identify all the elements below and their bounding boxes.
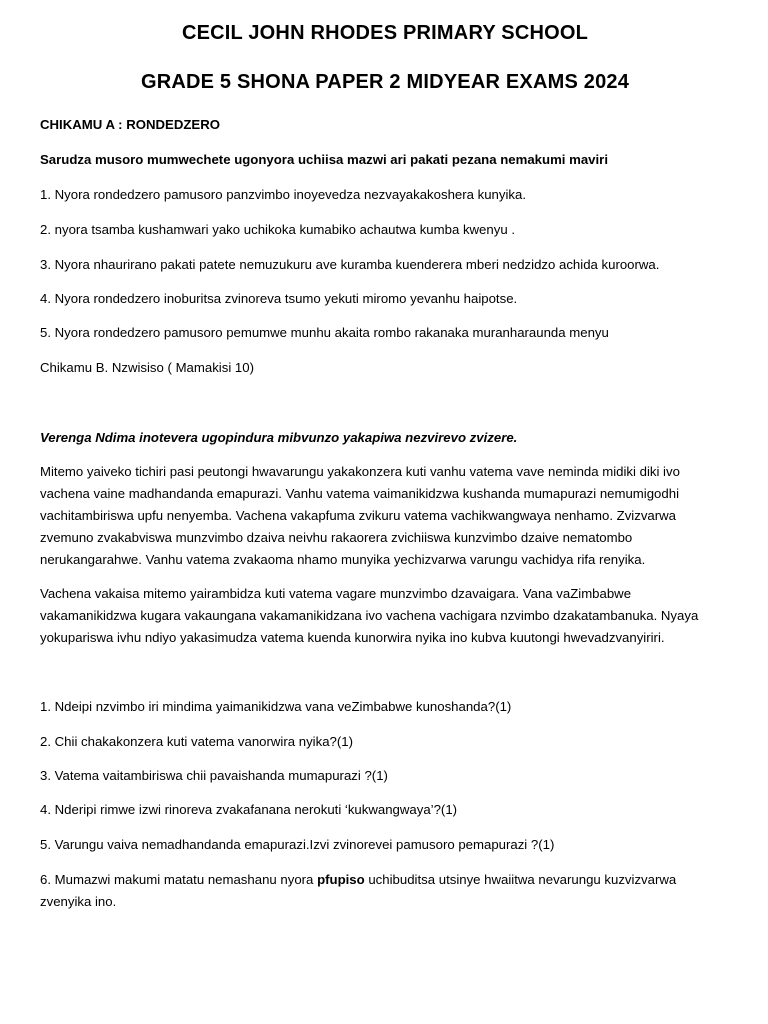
section-b-instruction: Verenga Ndima inotevera ugopindura mibvunzo yakapiwa nezvirevo zvizere.	[40, 430, 518, 445]
passage-paragraph-2: Vachena vakaisa mitemo yairambidza kuti vatema vagare munzvimbo dzavaigara. Vana vaZimbabwe vakamanikidzwa kugara vakaungana vakamanikidzana ivo vachena vachigara nzvimbo dzakatambanuka. Nyaya yokupariswa ivhu ndiyo yakasimudza vatema kuenda kunorwira nyika ino kubva kuutongi hwevadzvanyiriri.	[40, 586, 699, 645]
section-a-instruction: Sarudza musoro mumwechete ugonyora uchiisa mazwi ari pakati pezana nemakumi maviri	[40, 152, 608, 167]
essay-topic-2: 2. nyora tsamba kushamwari yako uchikoka kumabiko achautwa kumba kwenyu .	[40, 222, 515, 237]
school-title: CECIL JOHN RHODES PRIMARY SCHOOL	[181, 22, 589, 44]
essay-topic-4: 4. Nyora rondedzero inoburitsa zvinoreva tsumo yekuti miromo yevanhu haipotse.	[40, 291, 518, 306]
essay-topic-1: 1. Nyora rondedzero pamusoro panzvimbo inoyevedza nezvayakakoshera kunyika.	[40, 187, 527, 202]
question-6-keyword: pfupiso	[317, 872, 365, 887]
section-b-heading: Chikamu B. Nzwisiso ( Mamakisi 10)	[40, 360, 254, 375]
question-6-text-before: 6. Mumazwi makumi matatu nemashanu nyora	[40, 872, 318, 887]
essay-topic-5: 5. Nyora rondedzero pamusoro pemumwe munhu akaita rombo rakanaka muranharaunda menyu	[40, 325, 609, 340]
question-4: 4. Nderipi rimwe izwi rinoreva zvakafanana nerokuti ‘kukwangwaya’?(1)	[40, 802, 458, 817]
essay-topic-3: 3. Nyora nhaurirano pakati patete nemuzukuru ave kuramba kuenderera mberi nedzidzo achida kuroorwa.	[40, 257, 660, 272]
exam-title: GRADE 5 SHONA PAPER 2 MIDYEAR EXAMS 2024	[140, 71, 630, 93]
question-2: 2. Chii chakakonzera kuti vatema vanorwira nyika?(1)	[40, 734, 353, 749]
question-6-text-after: uchibuditsa utsinye hwaiitwa nevarungu kuzvizvarwa zvenyika ino.	[40, 872, 677, 909]
passage-paragraph-1: Mitemo yaiveko tichiri pasi peutongi hwavarungu yakakonzera kuti vanhu vatema vave neminda midiki diki ivo vachena vaine madhandanda emapurazi. Vanhu vatema vaimanikidzwa kushanda mumapurazi nemumigodhi vachitambiriswa upfu nenyemba. Vachena vakapfuma zvikuru vatema vachikwangwaya nenhamo. Zvizvarwa zvemuno zvakabviswa munzvimbo dzaiva neivhu rakaorera zvichiiswa kunzvimbo dzaive nematombo nerukangarahwe. Vanhu vatema zvakaoma nhamo munyika yechizvarwa varungu vachidya rifa renyika.	[40, 464, 680, 567]
question-1: 1. Ndeipi nzvimbo iri mindima yaimanikidzwa vana veZimbabwe kunoshanda?(1)	[40, 699, 512, 714]
section-a-heading: CHIKAMU A : RONDEDZERO	[40, 117, 220, 132]
question-5: 5. Varungu vaiva nemadhandanda emapurazi.Izvi zvinorevei pamusoro pemapurazi ?(1)	[40, 837, 555, 852]
question-3: 3. Vatema vaitambiriswa chii pavaishanda mumapurazi ?(1)	[40, 768, 388, 783]
question-6	[40, 869, 730, 913]
